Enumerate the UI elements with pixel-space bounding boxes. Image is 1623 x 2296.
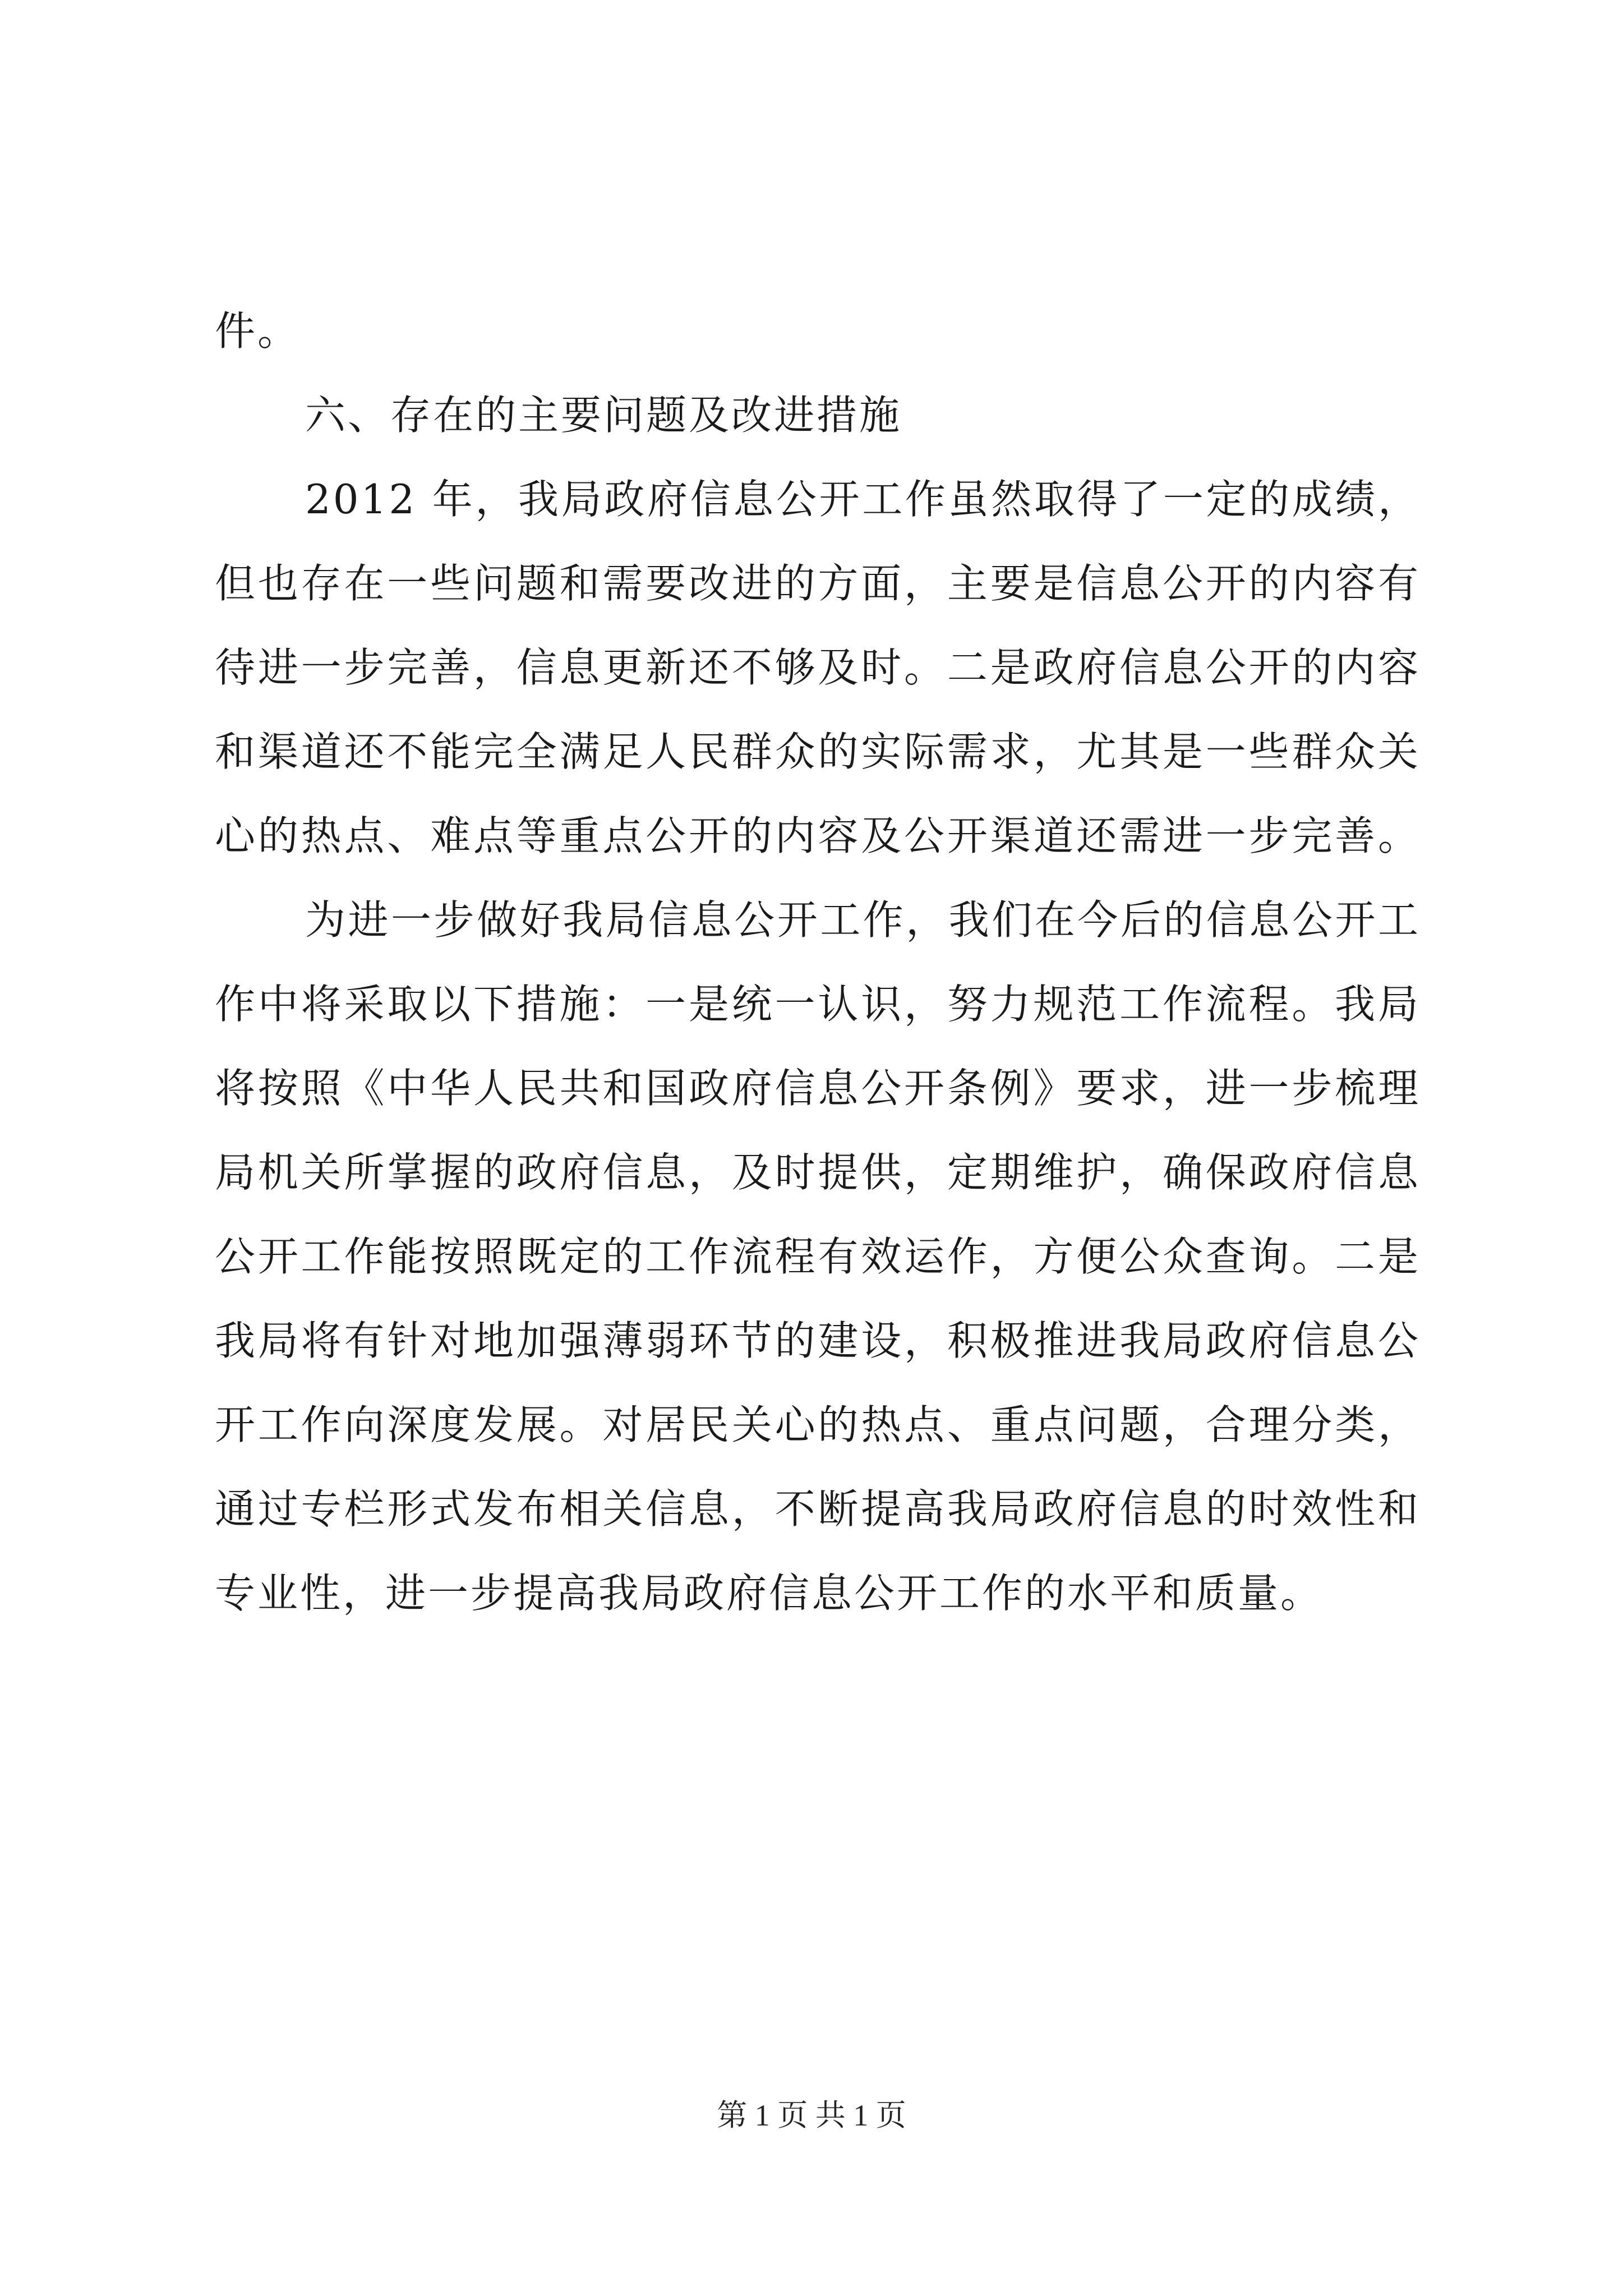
text-line: 作中将采取以下措施：一是统一认识，努力规范工作流程。我局: [215, 981, 1421, 1028]
text-line: 专业性，进一步提高我局政府信息公开工作的水平和质量。: [215, 1570, 1324, 1617]
text-line: 将按照《中华人民共和国政府信息公开条例》要求，进一步梳理: [215, 1065, 1421, 1112]
text-line: 心的热点、难点等重点公开的内容及公开渠道还需进一步完善。: [215, 812, 1421, 859]
text-line: 和渠道还不能完全满足人民群众的实际需求，尤其是一些群众关: [215, 728, 1421, 775]
text-line: 件。: [215, 307, 301, 355]
text-line: 我局将有针对地加强薄弱环节的建设，积极推进我局政府信息公: [215, 1317, 1421, 1364]
section-heading: 六、存在的主要问题及改进措施: [305, 392, 902, 439]
text-line: 2012 年，我局政府信息公开工作虽然取得了一定的成绩，: [305, 476, 1421, 523]
text-line: 公开工作能按照既定的工作流程有效运作，方便公众查询。二是: [215, 1233, 1421, 1280]
text-line: 但也存在一些问题和需要改进的方面，主要是信息公开的内容有: [215, 560, 1421, 607]
text-line: 开工作向深度发展。对居民关心的热点、重点问题，合理分类，: [215, 1401, 1421, 1448]
text-line: 通过专栏形式发布相关信息，不断提高我局政府信息的时效性和: [215, 1485, 1421, 1533]
text-line: 局机关所掌握的政府信息，及时提供，定期维护，确保政府信息: [215, 1149, 1421, 1196]
text-line: 为进一步做好我局信息公开工作，我们在今后的信息公开工: [305, 896, 1421, 944]
text-line: 待进一步完善，信息更新还不够及时。二是政府信息公开的内容: [215, 644, 1421, 691]
page-footer: 第 1 页 共 1 页: [717, 2099, 906, 2132]
